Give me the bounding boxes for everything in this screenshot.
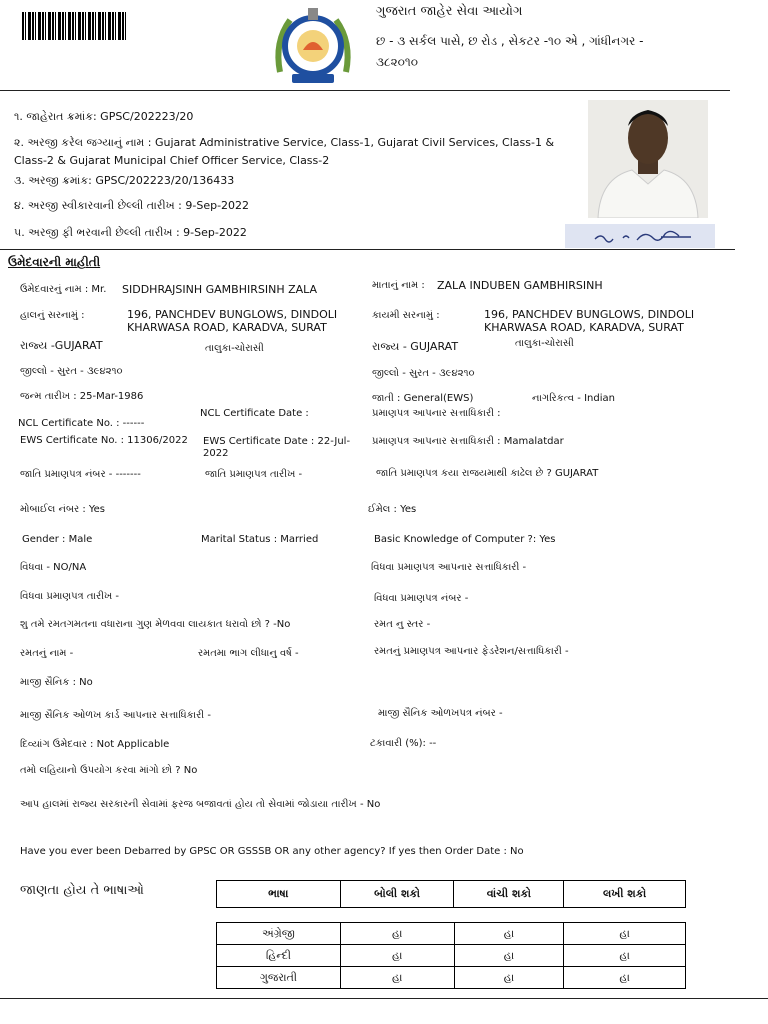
caste: જાતી : General(EWS) — [372, 393, 474, 404]
header-divider — [0, 90, 730, 91]
current-address-line1: 196, PANCHDEV BUNGLOWS, DINDOLI — [127, 308, 338, 321]
permanent-address-line2: KHARWASA ROAD, KARADVA, SURAT — [484, 321, 684, 334]
certificate-authority-ews: પ્રમાણપત્ર આપનાર સત્તાધિકારી : Mamalatdar — [372, 436, 564, 447]
sport-year: રમતમા ભાગ લીધાનુ વર્ષ - — [198, 648, 299, 659]
caste-certificate-no: જાતિ પ્રમાણપત્ર નંબર - ------- — [20, 469, 141, 480]
org-address-line2: ૩૮૨૦૧૦ — [376, 55, 418, 69]
header-language: ભાષા — [217, 881, 341, 908]
ews-certificate-date-line2: 2022 — [203, 448, 229, 459]
header-can-write: લખી શકો — [564, 881, 686, 908]
scribe-question: તમો લહિયાનો ઉપયોગ કરવા માંગો છો ? No — [20, 765, 198, 776]
sport-name: રમતનું નામ - — [20, 648, 74, 659]
candidate-photo — [588, 100, 708, 218]
languages-header-row — [217, 881, 686, 908]
can-read: હા — [454, 945, 564, 967]
district-permanent: જીલ્લો - સુરત - ૩૯૪૨૧૦ — [372, 368, 475, 379]
email: ઈમેલ : Yes — [368, 504, 417, 515]
candidate-signature — [565, 224, 715, 248]
mother-name-label: માતાનું નામ : — [372, 280, 425, 291]
application-no: ૩. અરજી ક્રમાંક: GPSC/202223/20/136433 — [14, 174, 235, 187]
table-row — [217, 923, 686, 945]
ews-certificate-date-line1: EWS Certificate Date : 22-Jul- — [203, 436, 351, 447]
candidate-name-label: ઉમેદવારનું નામ : Mr. — [20, 284, 107, 295]
permanent-address-line1: 196, PANCHDEV BUNGLOWS, DINDOLI — [484, 308, 695, 321]
debarred-question: Have you ever been Debarred by GPSC OR GSSSB OR any other agency? If yes then Order Date : No — [20, 846, 524, 857]
can-read: હા — [454, 923, 564, 945]
govt-service-question: આપ હાલમાં રાજ્ય સરકારની સેવામાં ફરજ બજાવતાં હોય તો સેવામાં જોડાયા તારીખ - No — [20, 799, 381, 810]
widow: વિધવા - NO/NA — [20, 562, 87, 573]
last-date-accept: ૪. અરજી સ્વીકારવાની છેલ્લી તારીખ : 9-Sep-2022 — [14, 199, 250, 212]
certificate-authority-ncl: પ્રમાણપત્ર આપનાર સત્તાધિકારી : — [372, 408, 501, 419]
table-row — [217, 945, 686, 967]
taluka-permanent: તાલુકા-ચોરાસી — [515, 338, 574, 349]
org-name: ગુજરાત જાહેર સેવા આયોગ — [376, 4, 523, 19]
current-address-label: હાલનું સરનામું : — [20, 310, 85, 321]
sports-level: રમત નુ સ્તર - — [374, 619, 431, 630]
candidate-name-value: SIDDHRAJSINH GAMBHIRSINH ZALA — [122, 283, 318, 296]
ex-army: માજી સૈનિક : No — [20, 677, 93, 688]
permanent-address-label: કાયમી સરનામું : — [372, 310, 440, 321]
ex-army-authority: માજી સૈનિક ઓળખ કાર્ડ આપનાર સત્તાધિકારી - — [20, 710, 211, 721]
languages-header-table — [216, 880, 686, 908]
language-name: હિન્દી — [217, 945, 341, 967]
advt-no: ૧. જાહેરાત ક્રમાંક: GPSC/202223/20 — [14, 110, 194, 123]
section-divider — [0, 249, 735, 250]
org-address-line1: છ - ૩ સર્કલ પાસે, છ રોડ , સેકટર -૧૦ એ , ગાંધીનગર - — [376, 34, 644, 48]
barcode — [22, 12, 126, 40]
widow-authority: વિધવા પ્રમાણપત્ર આપનાર સત્તાધિકારી - — [371, 562, 527, 573]
can-write: હા — [564, 923, 686, 945]
percentage: ટકાવારી (%): -- — [370, 738, 437, 749]
languages-table — [216, 922, 686, 989]
computer-knowledge: Basic Knowledge of Computer ?: Yes — [374, 534, 556, 545]
nationality: નાગરિકત્વ - Indian — [532, 393, 615, 404]
language-name: ગુજરાતી — [217, 967, 341, 989]
ex-army-card-no: માજી સૈનિક ઓળખપત્ર નંબર - — [378, 708, 503, 719]
ncl-certificate-no: NCL Certificate No. : ------ — [18, 418, 145, 429]
gender: Gender : Male — [22, 534, 93, 545]
date-of-birth: જન્મ તારીખ : 25-Mar-1986 — [20, 391, 144, 402]
can-write: હા — [564, 967, 686, 989]
state-current: રાજ્ય -GUJARAT — [20, 339, 103, 352]
marital-status: Marital Status : Married — [201, 534, 319, 545]
can-speak: હા — [340, 923, 454, 945]
caste-certificate-date: જાતિ પ્રમાણપત્ર તારીખ - — [205, 469, 303, 480]
mobile: મોબાઈલ નંબર : Yes — [20, 504, 106, 515]
can-speak: હા — [340, 967, 454, 989]
widow-certificate-no: વિધવા પ્રમાણપત્ર નંબર - — [374, 593, 469, 604]
can-write: હા — [564, 945, 686, 967]
sports-question: શુ તમે રમતગમતના વધારાના ગુણ મેળવવા લાયકાત ધરાવો છો ? -No — [20, 619, 291, 630]
footer-divider — [0, 998, 768, 999]
sport-authority: રમતનું પ્રમાણપત્ર આપનાર ફેડરેશન/સત્તાધિકારી - — [374, 646, 569, 657]
widow-certificate-date: વિધવા પ્રમાણપત્ર તારીખ - — [20, 591, 120, 602]
state-permanent: રાજ્ય - GUJARAT — [372, 340, 459, 353]
last-date-fee: ૫. અરજી ફી ભરવાની છેલ્લી તારીખ : 9-Sep-2022 — [14, 226, 247, 239]
disabled-candidate: દિવ્યાંગ ઉમેદવાર : Not Applicable — [20, 739, 170, 750]
language-name: અંગ્રેજી — [217, 923, 341, 945]
post-name-line2: Class-2 & Gujarat Municipal Chief Officer Service, Class-2 — [14, 154, 330, 167]
table-row — [217, 967, 686, 989]
ews-certificate-no: EWS Certificate No. : 11306/2022 — [20, 435, 188, 446]
mother-name-value: ZALA INDUBEN GAMBHIRSINH — [437, 279, 603, 292]
header-can-read: વાંચી શકો — [454, 881, 564, 908]
current-address-line2: KHARWASA ROAD, KARADVA, SURAT — [127, 321, 327, 334]
district-current: જીલ્લો - સુરત - ૩૯૪૨૧૦ — [20, 366, 123, 377]
post-name-line1: ૨. અરજી કરેલ જગ્યાનું નામ : Gujarat Administrative Service, Class-1, Gujarat Civil Services, Class-1 & — [14, 136, 555, 149]
can-speak: હા — [340, 945, 454, 967]
header-can-speak: બોલી શકો — [340, 881, 454, 908]
ncl-certificate-date: NCL Certificate Date : — [200, 408, 309, 419]
can-read: હા — [454, 967, 564, 989]
gpsc-logo-icon — [270, 2, 356, 88]
languages-label: જાણતા હોય તે ભાષાઓ — [20, 883, 144, 898]
section-title: ઉમેદવારની માહીતી — [8, 255, 101, 269]
caste-certificate-state: જાતિ પ્રમાણપત્ર કયા રાજયમાથી કાઢેલ છે ? GUJARAT — [376, 468, 599, 479]
taluka-current: તાલુકા-ચોરાસી — [205, 343, 264, 354]
